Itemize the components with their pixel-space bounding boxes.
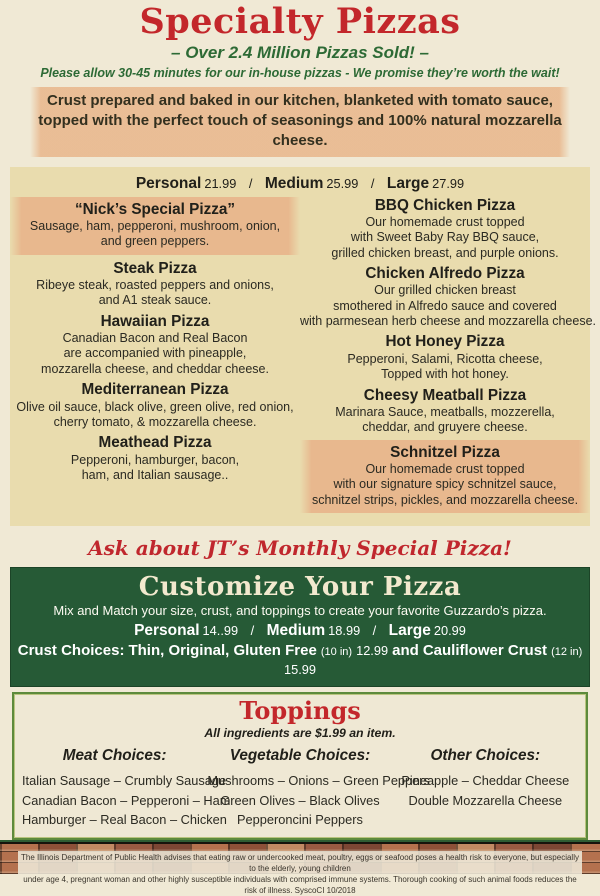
- price-value: 27.99: [432, 175, 465, 191]
- pizza-desc-line: Canadian Bacon and Real Bacon: [62, 331, 248, 346]
- pizza-item-nicks-special: [10, 197, 300, 255]
- customize-subtitle: Mix and Match your size, crust, and toppings to create your favorite Guzzardo’s pizza.: [53, 603, 547, 619]
- pizza-name: Cheesy Meatball Pizza: [363, 386, 527, 404]
- pizza-name: Steak Pizza: [113, 259, 197, 277]
- customize-pricing-row: [11, 620, 589, 640]
- pizza-desc-line: Pepperoni, Salami, Ricotta cheese,: [347, 351, 543, 366]
- pizza-item-mediterranean: [10, 381, 300, 430]
- intro-line: Crust prepared and baked in our kitchen, blanketed with tomato sauce,: [47, 91, 553, 109]
- pizza-desc-line: with Sweet Baby Ray BBQ sauce,: [350, 230, 540, 245]
- pizza-desc-line: and green peppers.: [100, 234, 210, 249]
- customize-title: Customize Your Pizza: [138, 572, 462, 603]
- specialty-pizzas-panel: [10, 167, 597, 527]
- toppings-item: Green Olives – Black Olives: [220, 792, 380, 808]
- pizza-name: BBQ Chicken Pizza: [374, 196, 516, 214]
- price-separator: /: [250, 622, 255, 638]
- toppings-column-other: [393, 747, 578, 830]
- pizza-columns: [10, 196, 597, 519]
- pizza-column-left: [10, 197, 300, 519]
- price-label: Personal: [134, 621, 200, 639]
- toppings-title: Toppings: [239, 696, 361, 726]
- crust-choices-label: Crust Choices:: [17, 641, 125, 659]
- price-value: 14..99: [202, 622, 239, 638]
- pizza-desc-line: Ribeye steak, roasted peppers and onions,: [36, 277, 274, 292]
- toppings-box: [12, 692, 588, 840]
- pizza-desc-line: are accompanied with pineapple,: [63, 346, 247, 361]
- toppings-item: Pineapple – Cheddar Cheese: [401, 772, 570, 788]
- pizza-desc-line: Our homemade crust topped: [365, 214, 525, 229]
- pizza-desc-line: schnitzel strips, pickles, and mozzarella cheese.: [311, 492, 579, 507]
- pizza-item-hawaiian: [10, 313, 300, 377]
- pizza-item-cheesy-meatball: [300, 387, 590, 436]
- pizza-desc-line: Marinara Sauce, meatballs, mozzerella,: [335, 404, 555, 419]
- pizza-desc-line: cherry tomato, & mozzarella cheese.: [53, 414, 257, 429]
- toppings-heading: Other Choices:: [430, 746, 541, 764]
- health-disclaimer: [18, 851, 582, 895]
- crust-choices-row: [11, 641, 589, 680]
- toppings-item: Italian Sausage – Crumbly Sausage: [22, 772, 227, 788]
- price-value: 25.99: [326, 175, 359, 191]
- toppings-item: Hamburger – Real Bacon – Chicken: [22, 812, 227, 828]
- price-separator: /: [248, 175, 253, 191]
- price-value: 20.99: [433, 622, 466, 638]
- toppings-item: Canadian Bacon – Pepperoni – Ham: [22, 792, 231, 808]
- price-label: Large: [386, 174, 430, 192]
- intro-line: topped with the perfect touch of seasonings and 100% natural mozzarella cheese.: [38, 112, 562, 150]
- crust-size: (10 in): [320, 645, 353, 658]
- pizza-desc-line: Our homemade crust topped: [365, 461, 525, 476]
- toppings-item: Mushrooms – Onions – Green Peppers: [207, 772, 430, 788]
- pizza-column-right: [300, 196, 597, 519]
- pizza-name: Hawaiian Pizza: [100, 312, 210, 330]
- pizza-name: Mediterranean Pizza: [81, 381, 229, 399]
- crust-price: 15.99: [283, 661, 317, 677]
- brick-wall-bottom: [0, 844, 600, 895]
- pizza-item-chicken-alfredo: [300, 264, 597, 329]
- crust-size: (12 in): [551, 645, 583, 658]
- pizza-name: Meathead Pizza: [98, 434, 212, 452]
- pizza-desc-line: with our signature spicy schnitzel sauce,: [333, 477, 557, 492]
- pizza-desc-line: and A1 steak sauce.: [98, 293, 212, 308]
- price-label: Large: [388, 621, 431, 639]
- price-separator: /: [370, 175, 375, 191]
- health-disclaimer-line: under age 4, pregnant woman and other highly susceptible individuals with comprised immune systems. Thorough cooking of such animal foods reduces the risk of illness. SyscoCI 10/2018: [23, 874, 577, 895]
- price-label: Personal: [135, 174, 202, 192]
- wait-time-tagline: Please allow 30-45 minutes for our in-house pizzas - We promise they’re worth the wait!: [40, 66, 560, 81]
- pizza-desc-line: ham, and Italian sausage..: [81, 467, 229, 482]
- monthly-special-note: Ask about JT’s Monthly Special Pizza!: [88, 536, 512, 561]
- price-value: 21.99: [204, 175, 237, 191]
- toppings-item: Double Mozzarella Cheese: [408, 792, 563, 808]
- footer: [0, 840, 600, 895]
- toppings-heading: Meat Choices:: [62, 746, 167, 764]
- pizza-name: Schnitzel Pizza: [390, 443, 500, 461]
- toppings-column-meat: [22, 746, 231, 830]
- specialty-pricing-row: [10, 173, 590, 197]
- pizza-desc-line: Olive oil sauce, black olive, green olive, red onion,: [16, 399, 294, 414]
- crust-price: 12.99: [356, 642, 389, 658]
- page-title: Specialty Pizzas: [139, 1, 461, 42]
- pizza-desc-line: smothered in Alfredo sauce and covered: [333, 298, 557, 313]
- pizza-desc-line: mozzarella cheese, and cheddar cheese.: [41, 361, 269, 376]
- crust-intro-banner: [30, 87, 570, 157]
- toppings-item: Pepperoncini Peppers: [237, 812, 363, 828]
- pizza-desc-line: Pepperoni, hamburger, bacon,: [70, 452, 240, 467]
- pizza-item-meathead: [10, 434, 300, 483]
- toppings-heading: Vegetable Choices:: [229, 746, 371, 764]
- pizza-name: “Nick’s Special Pizza”: [74, 200, 236, 218]
- pizza-desc-line: Sausage, ham, pepperoni, mushroom, onion,: [29, 218, 281, 233]
- crust-options: Thin, Original, Gluten Free: [128, 641, 317, 659]
- pizza-item-hot-honey: [300, 333, 590, 382]
- pizza-item-steak: [10, 260, 300, 309]
- price-label: Medium: [264, 174, 324, 192]
- menu-header: [0, 0, 600, 82]
- pizzas-sold-subtitle: – Over 2.4 Million Pizzas Sold! –: [171, 42, 429, 62]
- pizza-name: Chicken Alfredo Pizza: [365, 264, 525, 282]
- pizza-item-schnitzel: [300, 440, 590, 513]
- crust-options: Cauliflower Crust: [422, 641, 548, 659]
- price-label: Medium: [266, 621, 326, 639]
- toppings-columns: [22, 747, 578, 830]
- price-value: 18.99: [328, 622, 361, 638]
- pizza-name: Hot Honey Pizza: [385, 333, 505, 351]
- pizza-desc-line: with parmesean herb cheese and mozzarella cheese.: [300, 314, 597, 329]
- health-disclaimer-line: The Illinois Department of Public Health advises that eating raw or undercooked meat, poultry, eggs or seafood poses a health risk to everyone, but especially to the elderly, young children: [21, 853, 579, 873]
- crust-conjunction: and: [392, 641, 419, 659]
- pizza-desc-line: cheddar, and gruyere cheese.: [362, 420, 528, 435]
- toppings-column-vegetable: [207, 746, 430, 830]
- pizza-item-bbq-chicken: [300, 197, 590, 261]
- toppings-price-note: All ingredients are $1.99 an item.: [204, 725, 396, 740]
- pizza-desc-line: Our grilled chicken breast: [374, 283, 516, 298]
- pizza-desc-line: Topped with hot honey.: [381, 367, 509, 382]
- pizza-desc-line: grilled chicken breast, and purple onions.: [331, 245, 559, 260]
- price-separator: /: [372, 622, 377, 638]
- customize-pizza-panel: [10, 567, 590, 687]
